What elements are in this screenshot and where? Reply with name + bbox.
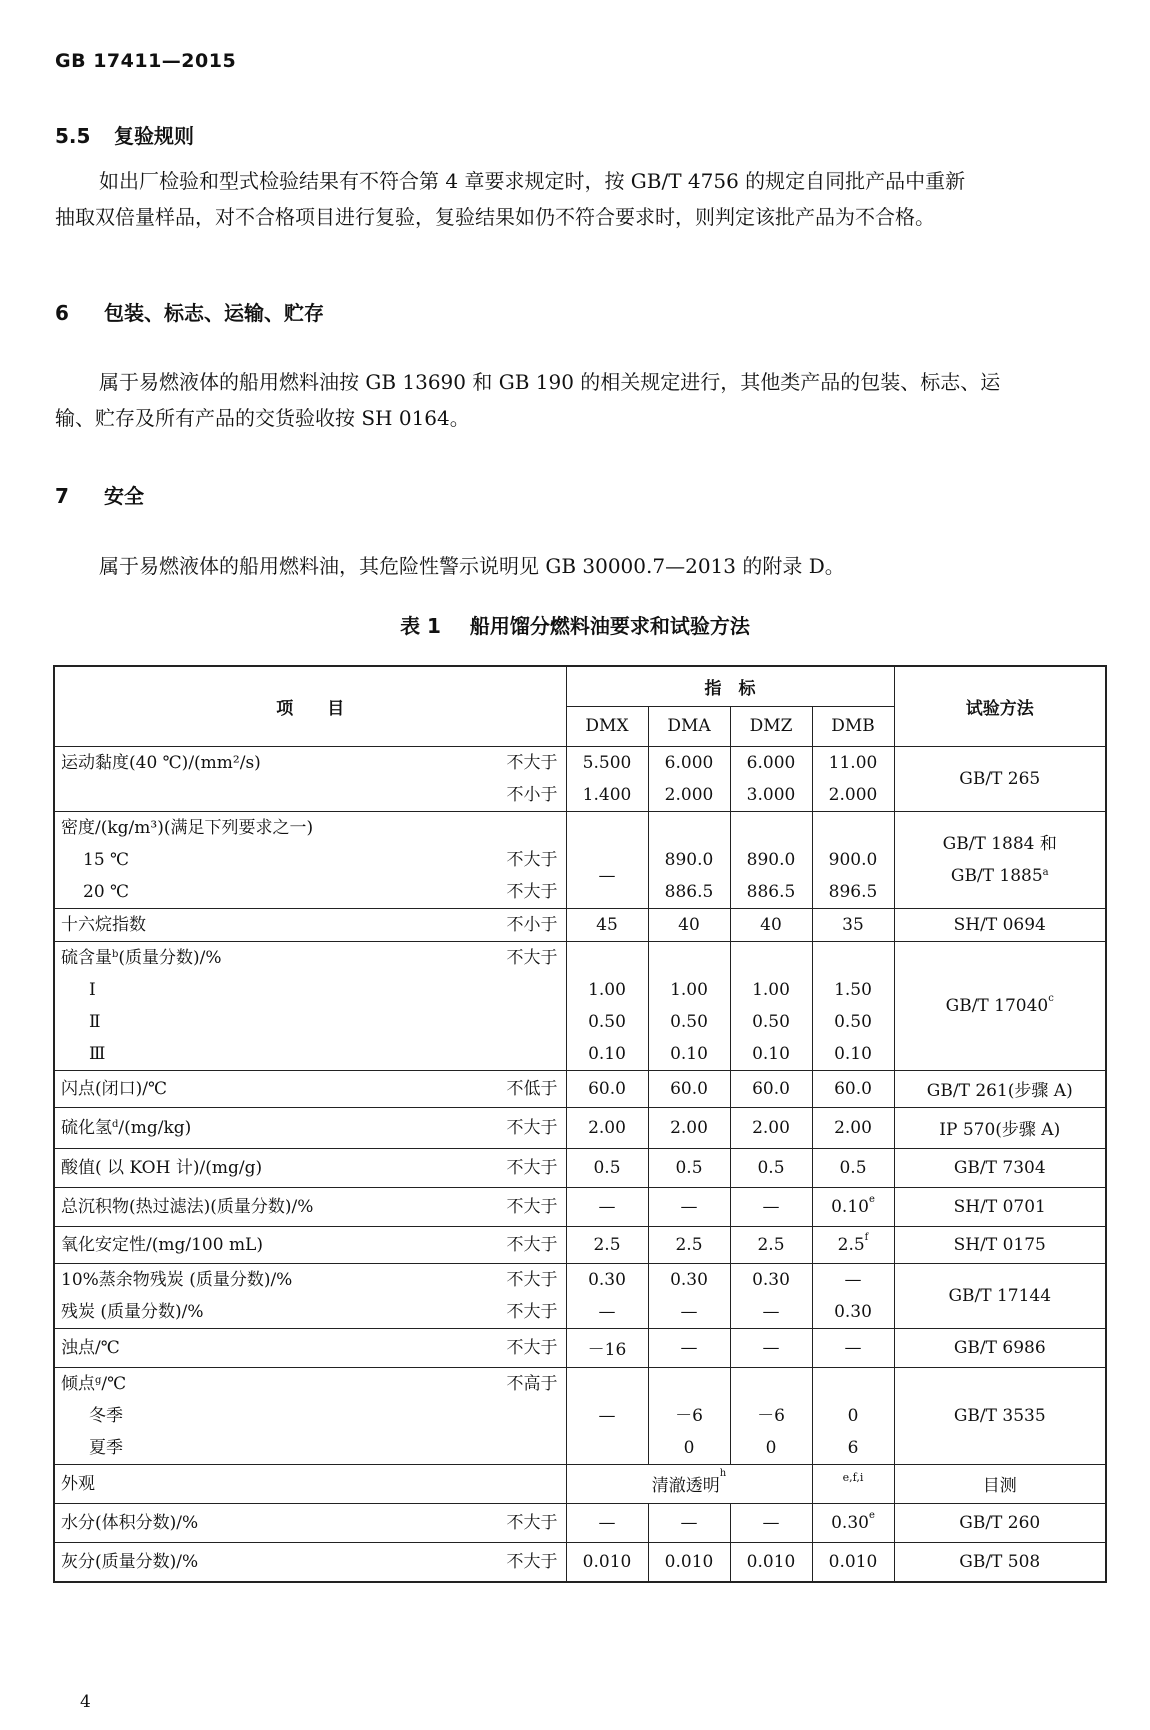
value-cell: 0.5 bbox=[812, 1148, 894, 1187]
row-label: 外观 bbox=[61, 1473, 95, 1494]
method-cell: GB/T 260 bbox=[894, 1503, 1106, 1542]
value-cell: 40 bbox=[730, 908, 812, 941]
header-item: 项 目 bbox=[54, 666, 566, 746]
row-limit: 不大于 bbox=[506, 1196, 558, 1217]
method-cell: GB/T 261(步骤 A) bbox=[894, 1070, 1106, 1107]
row-limit: 不小于 bbox=[506, 784, 558, 805]
row-label-cell bbox=[54, 1226, 566, 1263]
value: 3.000 bbox=[746, 784, 796, 805]
value-cell bbox=[648, 811, 730, 908]
row-label-cell bbox=[54, 1542, 566, 1582]
row-limit: 不大于 bbox=[506, 881, 558, 902]
value-cell: 2.00 bbox=[730, 1107, 812, 1148]
value-cell: 0.30 — bbox=[648, 1263, 730, 1328]
row-limit: 不大于 bbox=[506, 1269, 558, 1290]
value-cell: 清澈透明$^h$ bbox=[566, 1464, 812, 1503]
table-row bbox=[54, 1542, 1106, 1582]
value-cell: e,f,i bbox=[812, 1464, 894, 1503]
value-cell: 0.30 — bbox=[566, 1263, 648, 1328]
row-label-cell bbox=[54, 1148, 566, 1187]
row-label-cell bbox=[54, 908, 566, 941]
value-cell: 1.50 0.50 0.10 bbox=[812, 941, 894, 1070]
value-cell: －6 0 bbox=[648, 1367, 730, 1464]
row-label: 十六烷指数 bbox=[61, 914, 146, 935]
row-limit: 不大于 bbox=[506, 1117, 558, 1138]
value: 6.000 bbox=[746, 752, 796, 773]
value-cell: 1.00 0.50 0.10 bbox=[566, 941, 648, 1070]
value-cell: — bbox=[730, 1328, 812, 1367]
value-cell: 60.0 bbox=[812, 1070, 894, 1107]
row-limit: 不低于 bbox=[506, 1078, 558, 1099]
row-label: 水分(体积分数)/% bbox=[61, 1512, 199, 1533]
row-sublabel: 15 ℃ bbox=[83, 849, 130, 870]
grade-dmb: DMB bbox=[812, 706, 894, 746]
grade-label: Ⅱ bbox=[89, 1011, 101, 1032]
table-row bbox=[54, 1503, 1106, 1542]
row-limit: 不大于 bbox=[506, 947, 558, 968]
table-row bbox=[54, 1187, 1106, 1226]
row-limit: 不大于 bbox=[506, 849, 558, 870]
row-limit: 不高于 bbox=[506, 1373, 558, 1394]
row-label: 浊点/℃ bbox=[61, 1337, 120, 1358]
row-label-cell bbox=[54, 1263, 566, 1328]
page-number: 4 bbox=[80, 1692, 91, 1712]
table-row bbox=[54, 1070, 1106, 1107]
method-cell: GB/T 265 bbox=[894, 746, 1106, 811]
value-cell bbox=[812, 811, 894, 908]
row-label: 运动黏度(40 ℃)/(mm²/s) bbox=[61, 752, 261, 773]
table-row bbox=[54, 1107, 1106, 1148]
row-sublabel: 夏季 bbox=[89, 1437, 123, 1458]
section-6-heading bbox=[55, 297, 324, 326]
table-row bbox=[54, 908, 1106, 941]
value-cell: — bbox=[812, 1328, 894, 1367]
table-header-row bbox=[54, 666, 1106, 706]
value-cell: 0.30 — bbox=[730, 1263, 812, 1328]
value-cell: 0.010 bbox=[812, 1542, 894, 1582]
row-label: 酸值( 以 KOH 计)/(mg/g) bbox=[61, 1157, 263, 1178]
row-limit: 不大于 bbox=[506, 1157, 558, 1178]
row-label: 硫化氢 bbox=[61, 1117, 112, 1138]
value-cell: — bbox=[730, 1187, 812, 1226]
row-label-cell bbox=[54, 1187, 566, 1226]
table-row bbox=[54, 1464, 1106, 1503]
value: 886.5 bbox=[746, 881, 796, 902]
header-method: 试验方法 bbox=[894, 666, 1106, 746]
value-cell: 45 bbox=[566, 908, 648, 941]
method-cell: GB/T 3535 bbox=[894, 1367, 1106, 1464]
value-cell: 0.010 bbox=[566, 1542, 648, 1582]
value-cell: 0.010 bbox=[648, 1542, 730, 1582]
row-limit: 不大于 bbox=[506, 1337, 558, 1358]
method-cell: SH/T 0694 bbox=[894, 908, 1106, 941]
value-cell: 0.30e bbox=[812, 1503, 894, 1542]
row-label: 残炭 (质量分数)/% bbox=[61, 1301, 204, 1322]
value-cell bbox=[566, 746, 648, 811]
value-cell: 35 bbox=[812, 908, 894, 941]
method-cell: GB/T 17040$^c$ bbox=[894, 941, 1106, 1070]
row-label-cell bbox=[54, 1464, 566, 1503]
value-cell: 1.00 0.50 0.10 bbox=[730, 941, 812, 1070]
row-label-cell bbox=[54, 746, 566, 811]
row-label-cell bbox=[54, 1503, 566, 1542]
row-label: 密度/(kg/m³)(满足下列要求之一) bbox=[61, 817, 314, 838]
row-limit: 不大于 bbox=[506, 1551, 558, 1572]
header-index: 指 标 bbox=[566, 666, 894, 706]
value-cell: 2.5$^f$ bbox=[812, 1226, 894, 1263]
value-cell: — bbox=[566, 1367, 648, 1464]
value-cell: 0 6 bbox=[812, 1367, 894, 1464]
value: 896.5 bbox=[828, 881, 878, 902]
method-cell: SH/T 0701 bbox=[894, 1187, 1106, 1226]
value-cell: 2.00 bbox=[648, 1107, 730, 1148]
grade-dmx: DMX bbox=[566, 706, 648, 746]
method-cell: SH/T 0175 bbox=[894, 1226, 1106, 1263]
section-5-5-paragraph bbox=[55, 163, 1105, 235]
section-5-5-heading bbox=[55, 120, 194, 149]
section-7-heading bbox=[55, 480, 144, 509]
row-label: 硫含量 bbox=[61, 947, 112, 968]
value-cell: －16 bbox=[566, 1328, 648, 1367]
row-label-cell: 倾点$^g$/℃ 不高于 冬季 夏季 bbox=[54, 1367, 566, 1464]
table-title: 船用馏分燃料油要求和试验方法 bbox=[469, 614, 750, 638]
section-title: 包装、标志、运输、贮存 bbox=[103, 301, 324, 325]
value-cell: 2.5 bbox=[730, 1226, 812, 1263]
value-cell: — bbox=[566, 1187, 648, 1226]
value-cell: 2.5 bbox=[566, 1226, 648, 1263]
value-cell: 0.5 bbox=[566, 1148, 648, 1187]
row-label: 氧化安定性/(mg/100 mL) bbox=[61, 1234, 263, 1255]
value-cell bbox=[812, 746, 894, 811]
value: 11.00 bbox=[828, 752, 878, 773]
row-limit: 不大于 bbox=[506, 1234, 558, 1255]
table-row bbox=[54, 1367, 1106, 1464]
section-number: 5.5 bbox=[55, 124, 91, 148]
value-cell: — bbox=[566, 1503, 648, 1542]
value-cell: 2.00 bbox=[812, 1107, 894, 1148]
table-row bbox=[54, 746, 1106, 811]
value-cell: －6 0 bbox=[730, 1367, 812, 1464]
row-limit: 不小于 bbox=[506, 914, 558, 935]
row-label-cell bbox=[54, 811, 566, 908]
table-row bbox=[54, 811, 1106, 908]
value-cell: — bbox=[566, 811, 648, 908]
grade-label: Ⅰ bbox=[89, 979, 96, 1000]
row-label: 倾点 bbox=[61, 1373, 95, 1394]
table-number: 表 1 bbox=[400, 614, 441, 638]
fuel-spec-table bbox=[53, 665, 1107, 1583]
value: 886.5 bbox=[664, 881, 714, 902]
section-7-paragraph bbox=[55, 548, 1105, 584]
value-cell: 40 bbox=[648, 908, 730, 941]
row-label: 闪点(闭口)/℃ bbox=[61, 1078, 168, 1099]
value: 6.000 bbox=[664, 752, 714, 773]
section-number: 7 bbox=[55, 484, 69, 508]
value-cell: 0.5 bbox=[730, 1148, 812, 1187]
row-label-cell: 硫化氢$^d$/(mg/kg) 不大于 bbox=[54, 1107, 566, 1148]
value: 900.0 bbox=[828, 849, 878, 870]
row-limit: 不大于 bbox=[506, 1301, 558, 1322]
section-number: 6 bbox=[55, 301, 69, 325]
value-cell: 2.5 bbox=[648, 1226, 730, 1263]
table-row bbox=[54, 941, 1106, 1070]
value-cell: 1.00 0.50 0.10 bbox=[648, 941, 730, 1070]
table-caption bbox=[0, 610, 1150, 639]
row-limit: 不大于 bbox=[506, 1512, 558, 1533]
value: 890.0 bbox=[746, 849, 796, 870]
row-label-cell bbox=[54, 1070, 566, 1107]
row-limit: 不大于 bbox=[506, 752, 558, 773]
value-cell: — bbox=[648, 1187, 730, 1226]
section-title: 安全 bbox=[103, 484, 144, 508]
value-cell: — bbox=[648, 1503, 730, 1542]
method-cell: GB/T 17144 bbox=[894, 1263, 1106, 1328]
value-cell: 60.0 bbox=[648, 1070, 730, 1107]
paragraph-line: 属于易燃液体的船用燃料油，其危险性警示说明见 GB 30000.7—2013 的附录 D。 bbox=[99, 554, 845, 578]
value-cell: — bbox=[730, 1503, 812, 1542]
paragraph-line: 抽取双倍量样品，对不合格项目进行复验，复验结果如仍不符合要求时，则判定该批产品为不合格。 bbox=[55, 205, 935, 229]
row-label-cell: 硫含量$^b$(质量分数)/% 不大于 Ⅰ Ⅱ Ⅲ bbox=[54, 941, 566, 1070]
method-cell: 目测 bbox=[894, 1464, 1106, 1503]
paragraph-line: 输、贮存及所有产品的交货验收按 SH 0164。 bbox=[55, 406, 470, 430]
method-cell: IP 570(步骤 A) bbox=[894, 1107, 1106, 1148]
value-cell: 2.00 bbox=[566, 1107, 648, 1148]
value-cell: — 0.30 bbox=[812, 1263, 894, 1328]
paragraph-line: 属于易燃液体的船用燃料油按 GB 13690 和 GB 190 的相关规定进行，其他类产品的包装、标志、运 bbox=[99, 370, 1001, 394]
row-label-cell bbox=[54, 1328, 566, 1367]
row-sublabel: 20 ℃ bbox=[83, 881, 130, 902]
value-cell bbox=[730, 746, 812, 811]
value: 890.0 bbox=[664, 849, 714, 870]
row-label: 总沉积物(热过滤法)(质量分数)/% bbox=[61, 1196, 314, 1217]
value-cell: 0.5 bbox=[648, 1148, 730, 1187]
row-sublabel: 冬季 bbox=[89, 1405, 123, 1426]
value: 1.400 bbox=[582, 784, 632, 805]
paragraph-line: 如出厂检验和型式检验结果有不符合第 4 章要求规定时，按 GB/T 4756 的规定自同批产品中重新 bbox=[99, 169, 966, 193]
value-cell: 60.0 bbox=[730, 1070, 812, 1107]
value-cell: 0.10e bbox=[812, 1187, 894, 1226]
value-cell bbox=[730, 811, 812, 908]
table-row bbox=[54, 1226, 1106, 1263]
row-label: 10%蒸余物残炭 (质量分数)/% bbox=[61, 1269, 293, 1290]
grade-dma: DMA bbox=[648, 706, 730, 746]
section-title: 复验规则 bbox=[113, 124, 194, 148]
value-cell: — bbox=[648, 1328, 730, 1367]
value-cell: 0.010 bbox=[730, 1542, 812, 1582]
value: 2.000 bbox=[664, 784, 714, 805]
section-6-paragraph bbox=[55, 364, 1105, 436]
table-row bbox=[54, 1328, 1106, 1367]
table-row bbox=[54, 1263, 1106, 1328]
value-cell bbox=[648, 746, 730, 811]
value-cell: 60.0 bbox=[566, 1070, 648, 1107]
standard-code: GB 17411—2015 bbox=[55, 50, 237, 72]
method-cell: GB/T 6986 bbox=[894, 1328, 1106, 1367]
value: 2.000 bbox=[828, 784, 878, 805]
grade-dmz: DMZ bbox=[730, 706, 812, 746]
method-cell: GB/T 508 bbox=[894, 1542, 1106, 1582]
table-row bbox=[54, 1148, 1106, 1187]
grade-label: Ⅲ bbox=[89, 1043, 106, 1064]
row-label: 灰分(质量分数)/% bbox=[61, 1551, 199, 1572]
method-cell: GB/T 1884 和 GB/T 1885$^a$ bbox=[894, 811, 1106, 908]
method-cell: GB/T 7304 bbox=[894, 1148, 1106, 1187]
value: 5.500 bbox=[582, 752, 632, 773]
